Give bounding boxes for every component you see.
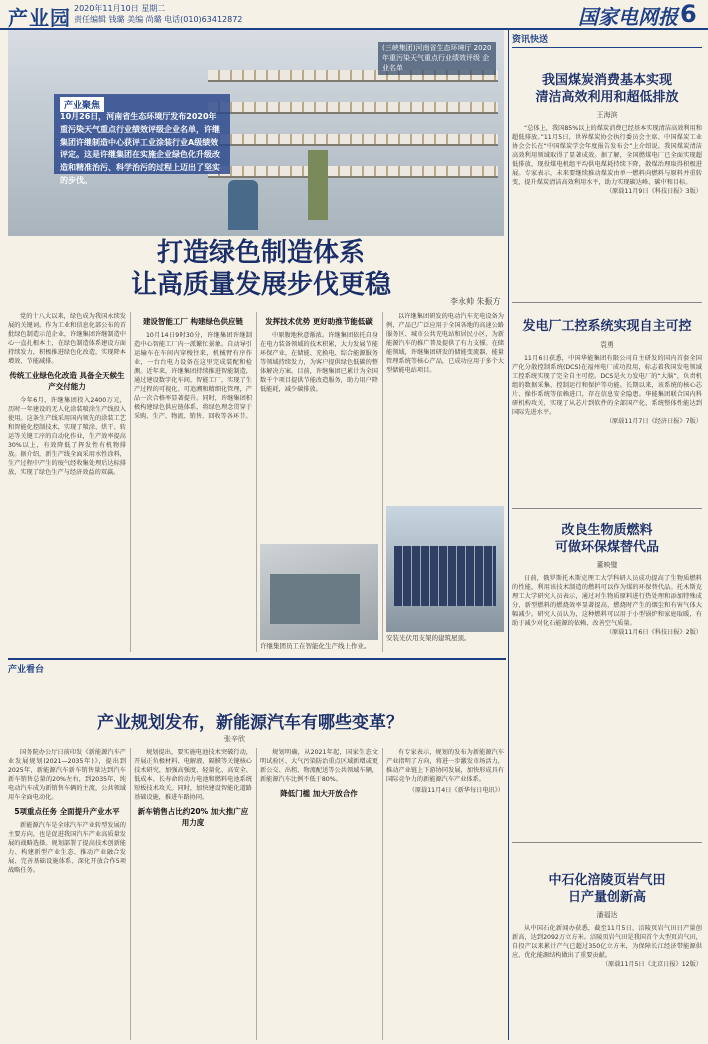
solar-roof-caption: 安装光伏用支架的建筑屋顶。 xyxy=(386,634,471,642)
col1-text: 党的十八大以来，绿色成为我国永续发展的关键词。作为工业和信息化部公布的首批绿色制造示范企业，许继集团许继制造中心一直扎根本土，在绿色制造体系建设方面持续发力，积极推进绿色化改造，实现降本增效、节能减排。 xyxy=(8,313,126,365)
col3-subhead: 发挥技术优势 更好助推节能低碳 xyxy=(265,317,373,326)
brief-4-author: 潘福达 xyxy=(596,911,618,919)
main-headline xyxy=(96,238,426,301)
lower-col2-text: 规划提出，要实施电池技术突破行动，开展正负极材料、电解液、隔膜等关键核心技术研究，加强高强度、轻量化、高安全、低成本、长寿命的动力电池和燃料电池系统短板技术攻关。同时，加快建设智能化道路基础设施，推进车路协同。 xyxy=(134,749,252,801)
headline-line-2: 让高质量发展步伐更稳 xyxy=(130,269,391,300)
byline: 李永帅 朱振方 xyxy=(450,297,501,306)
story-column-2 xyxy=(134,312,252,652)
brief-2-body: 11月6日获悉，中国华能集团有限公司自主研发的国内首套全国产化分散控制系统(DCS)在福州电厂成功投用，标志着我国发电领域工控系统实现了完全自主可控。DCS是火力发电厂的“大脑”，负责机组的数据采集、控制运行和保护等功能。长期以来，该系统的核心芯片、操作系统等依赖进口，存在信息安全隐患。华能集团联合国内科研机构攻关，实现了从芯片到软件的全部国产化，系统整体性能达到国际先进水平。 xyxy=(512,355,702,416)
brief-1-author: 王海滨 xyxy=(596,111,618,119)
brief-2-text xyxy=(512,354,702,504)
lower-section-band xyxy=(8,658,506,675)
lower-column-1 xyxy=(8,748,126,1040)
lower-source: （原载11月4日《新华每日电讯》） xyxy=(408,787,504,794)
brief-3-author: 董映璧 xyxy=(596,561,618,569)
brief-4-body: 从中国石化新闻办获悉，截至11月5日，涪陵页岩气田日产量创新高，达到2092万立方米。涪陵页岩气田是我国首个大型页岩气田，自投产以来累计产气已超过350亿立方米，为保障长江经济带能源供应、优化能源结构做出了重要贡献。 xyxy=(512,925,702,959)
brief-4-source: （原载11月5日《北京日报》12版） xyxy=(601,961,702,968)
brief-4-title xyxy=(512,872,702,906)
lower-col1-text: 国务院办公厅日前印发《新能源汽车产业发展规划(2021—2035年)》，提出到2025年，新能源汽车新车销售量达到汽车新车销售总量的20%左右，到2035年，纯电动汽车成为新销售车辆的主流，公共领域用车全面电动化。 xyxy=(8,749,126,801)
brief-4-title-line-1: 中石化涪陵页岩气田 xyxy=(548,873,666,888)
col1-subhead: 传统工业绿色化改造 具备全天候生产交付能力 xyxy=(9,371,125,391)
lower-section-tag: 产业看台 xyxy=(8,665,45,675)
newspaper-logo: 国家电网报 xyxy=(578,5,678,29)
col4-text: 以许继集团研发的电动汽车充电设备为例，产品已广泛应用于全国各地的高速公路服务区、城市公共充电站和居民小区，为新能源汽车的推广普及提供了有力支撑。在储能领域，许继集团研发的储能变流器、能量管理系统等核心产品，已成功应用于多个大型储能电站项目。 xyxy=(386,313,504,374)
solar-roof-photo xyxy=(386,506,504,632)
brief-3-title-line-1: 改良生物质燃料 xyxy=(561,523,653,538)
page-header xyxy=(0,0,708,30)
brief-3-body: 日前，俄罗斯托木斯克理工大学科研人员成功提高了生物质燃料的性能，利用该技术制造的燃料可以作为煤的环保替代品。托木斯克理工大学研究人员表示，通过对生物质原料进行热处理和添加特殊成分，新型燃料的燃烧效率显著提高，燃烧时产生的烟尘和有害气体大幅减少。研究人员认为，这种燃料可以用于小型锅炉和家庭取暖，有助于减少对化石能源的依赖，改善空气质量。 xyxy=(512,575,702,627)
section-name: 产业园 xyxy=(8,6,71,30)
lower-col4-text: 有专家表示，规划的发布为新能源汽车产业指明了方向，将进一步激发市场活力，推动产业链上下游协同发展，加快形成具有国际竞争力的新能源汽车产业体系。 xyxy=(386,749,504,783)
brief-3-title xyxy=(512,522,702,556)
lower-col3-text: 规划明确，从2021年起，国家生态文明试验区、大气污染防治重点区域新增或更新公交、出租、物流配送等公共领域车辆，新能源汽车比例不低于80%。 xyxy=(260,749,378,783)
col2-subhead: 建设智能工厂 构建绿色供应链 xyxy=(142,317,244,326)
col3-text: 中原腹地秋意渐浓。许继集团依托自身在电力装备领域的技术积累，大力发展节能环保产业，在储能、充换电、综合能源服务等领域持续发力，为客户提供绿色低碳的整体解决方案。目前，许继集团已累计为全国数千个项目提供节能改造服务，助力用户降低能耗，减少碳排放。 xyxy=(260,332,378,393)
brief-4-title-line-2: 日产量创新高 xyxy=(567,890,646,905)
brief-section-tag: 资讯快送 xyxy=(512,30,702,48)
lower-author: 张辛欣 xyxy=(224,735,245,743)
brief-2-source: （原载11月7日《经济日报》7版） xyxy=(605,418,702,425)
news-brief-column xyxy=(512,30,702,48)
lower-column-3 xyxy=(260,748,378,1040)
story-column-4 xyxy=(386,312,504,502)
editor-info: 责任编辑 钱璐 美编 尚璐 电话(010)63412872 xyxy=(74,15,243,24)
brief-3-text xyxy=(512,574,702,838)
brief-4-text xyxy=(512,924,702,1040)
story-column-1 xyxy=(8,312,126,652)
lower-col3-subhead: 降低门槛 加大开放合作 xyxy=(280,789,358,798)
issue-date: 2020年11月10日 星期二 xyxy=(74,4,166,13)
intro-tag: 产业聚焦 xyxy=(60,97,104,112)
lower-col1-subhead: 5项重点任务 全面提升产业水平 xyxy=(14,807,120,816)
brief-3-title-line-2: 可做环保煤替代品 xyxy=(554,540,659,555)
page-number: 6 xyxy=(680,0,697,28)
col2-text: 10月14日9时30分，许继集团许继制造中心智能工厂内一派繁忙景象。自动导引运输车在车间内穿梭往来，机械臂有序作业，一台台电力设备在这里完成装配和检测。近年来，许继集团持续推进智能制造，通过建设数字化车间、智能工厂，实现了生产过程的可视化、可追溯和精细化管理，产品一次合格率显著提升。同时，许继集团积极构建绿色供应链体系，将绿色理念贯穿于采购、生产、物流、销售、回收等各环节。 xyxy=(134,332,252,420)
lower-column-4 xyxy=(386,748,504,1040)
headline-line-1: 打造绿色制造体系 xyxy=(156,238,365,268)
intro-text: 10月26日，河南省生态环境厅发布2020年重污染天气重点行业绩效评级企业名单，许继集团许继制造中心获评工业涂装行业A级绩效评定。这是许继集团在实施企业绿色化升级改造和精准治污、科学治污的过程上迈出了坚实的步伐。 xyxy=(60,112,220,185)
lower-column-2 xyxy=(134,748,252,1040)
brief-1-title-line-2: 清洁高效利用和超低排放 xyxy=(535,90,679,105)
brief-2-title: 发电厂工控系统实现自主可控 xyxy=(522,319,692,334)
brief-1-text xyxy=(512,124,702,296)
brief-3-source: （原载11月6日《科技日报》2版） xyxy=(605,629,702,636)
lower-col1-text-b: 新能源汽车是全球汽车产业转型发展的主要方向，也是促进我国汽车产业高质量发展的战略选择。规划部署了提高技术创新能力、构建新型产业生态、推动产业融合发展、完善基础设施体系、深化开放合作5项战略任务。 xyxy=(8,822,126,874)
production-line-caption: 许继集团员工在智能化生产线上作业。 xyxy=(260,642,371,650)
col1-text-b: 今年6月，许继集团投入2400万元，历时一年建设的无人化涂装喷涂生产线投入使用。这条生产线采用国内领先的涂装工艺和智能化控制技术，实现了喷涂、烘干、转运等关键工序的自动化作业，生产效率提高30%以上，有效降低了挥发性有机物排放。据介绍，新生产线全面采用水性涂料，生产过程中产生的废气经收集处理后达标排放，实现了绿色生产与经济效益的双赢。 xyxy=(8,397,126,476)
brief-2-author: 袁勇 xyxy=(600,341,614,349)
lower-col2-subhead: 新车销售占比约20% 加大推广应用力度 xyxy=(137,807,249,827)
production-line-photo xyxy=(260,544,378,640)
story-column-3 xyxy=(260,312,378,542)
photo-caption: (三峡集团)河南省生态环境厅 2020年重污染天气重点行业绩效评级 企业名单 xyxy=(378,42,496,75)
brief-1-body: “总体上，我国85%以上的煤炭消费已经基本实现清洁高效利用和超低排放。”11月5日，世界煤炭协会执行委员会主席、中国煤炭工业协会会长在“中国煤炭学会年度报告发布会”上介绍说，我国煤炭清洁高效利用领域取得了显著成效。据了解，全国燃煤电厂已全面实现超低排放，现役煤电机组平均供电煤耗持续下降，散煤治理取得积极进展。专家表示，未来要继续推动煤炭由单一燃料向燃料与原料并重转变，提升煤炭清洁高效利用水平，助力实现碳达峰、碳中和目标。 xyxy=(512,125,702,186)
brief-1-source: （原载11月9日《科技日报》3版） xyxy=(605,188,702,195)
brief-1-title xyxy=(512,72,702,106)
lower-headline: 产业规划发布，新能源汽车有哪些变革？ xyxy=(97,713,403,733)
brief-1-title-line-1: 我国煤炭消费基本实现 xyxy=(541,73,672,88)
